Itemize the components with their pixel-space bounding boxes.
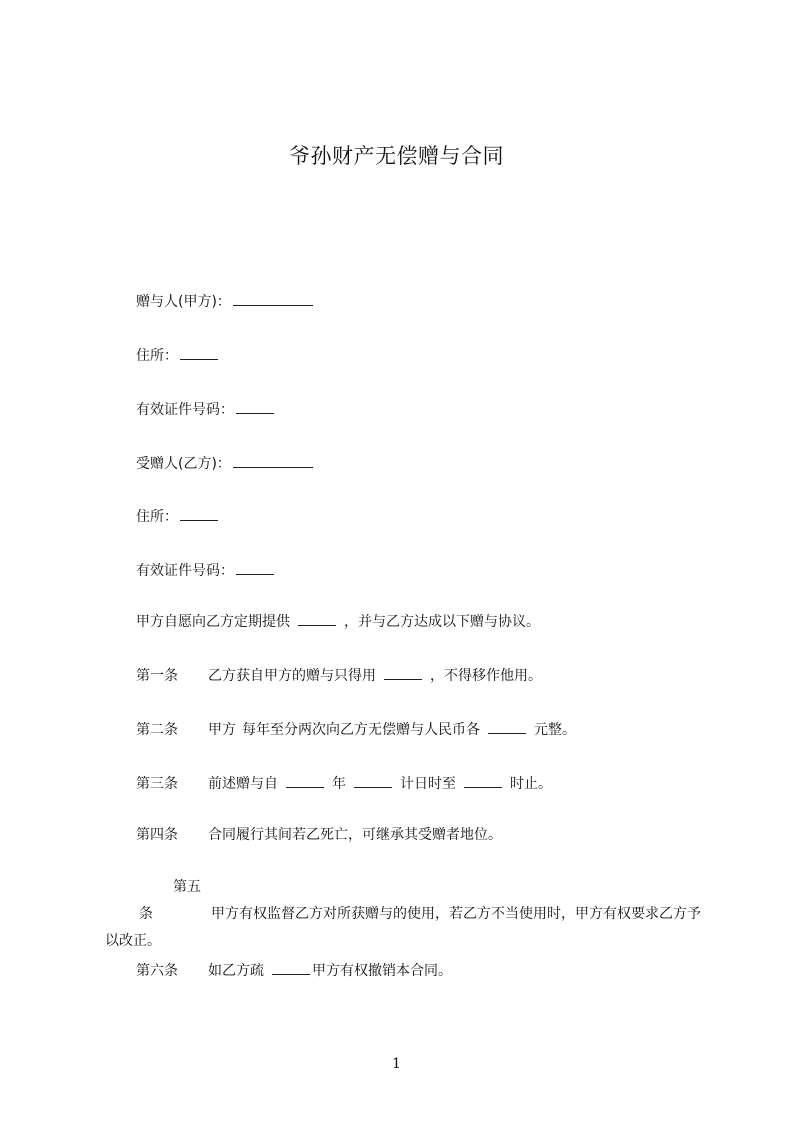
- intro-text-a: 甲方自愿向乙方定期提供: [136, 614, 290, 630]
- article-2-text-c: 元整。: [534, 722, 576, 738]
- donor-label: 赠与人(甲方)：: [136, 294, 231, 310]
- donor-address-label: 住所：: [136, 348, 178, 364]
- article-1-blank[interactable]: [384, 664, 422, 680]
- donor-address-blank[interactable]: [180, 344, 218, 360]
- page-number: 1: [392, 1056, 401, 1072]
- article-3-label: 第三条: [136, 776, 178, 792]
- article-3-blank-2[interactable]: [354, 772, 392, 788]
- article-6-blank[interactable]: [272, 959, 310, 975]
- donor-id-label: 有效证件号码：: [136, 402, 234, 418]
- article-6-text-a: 如乙方疏: [208, 963, 264, 979]
- article-6-label: 第六条: [136, 963, 178, 979]
- article-2-blank[interactable]: [488, 718, 526, 734]
- article-3-text-d: 时止。: [510, 776, 552, 792]
- donee-label: 受赠人(乙方)：: [136, 456, 231, 472]
- article-3-text-b: 年: [332, 776, 346, 792]
- donee-address-label: 住所：: [136, 509, 178, 525]
- article-5: [105, 874, 705, 955]
- donee-id-line: [136, 559, 276, 581]
- intro-text-b: ，并与乙方达成以下赠与协议。: [344, 614, 540, 630]
- donee-line: [136, 452, 315, 474]
- article-3-blank-3[interactable]: [464, 772, 502, 788]
- article-1-label: 第一条: [136, 668, 178, 684]
- donor-blank[interactable]: [233, 290, 313, 306]
- article-3-text-c: 计日时至: [400, 776, 456, 792]
- article-4: [136, 825, 502, 845]
- donee-address-line: [136, 505, 220, 527]
- article-1: [136, 664, 542, 686]
- article-5-text-a: 甲方有权监督乙方对所获赠与的使用，若乙方不当使用时，甲方有权要求乙方予以改正。: [105, 906, 701, 949]
- article-2-text-a: 甲方: [208, 722, 236, 738]
- article-1-text-b: ，不得移作他用。: [430, 668, 542, 684]
- article-2: [136, 718, 576, 740]
- donee-address-blank[interactable]: [180, 505, 218, 521]
- article-2-text-b: 每年至分两次向乙方无偿赠与人民币各: [242, 722, 480, 738]
- intro-blank[interactable]: [298, 610, 336, 626]
- donee-id-label: 有效证件号码：: [136, 563, 234, 579]
- article-4-text-a: 合同履行其间若乙死亡，可继承其受赠者地位。: [208, 827, 502, 843]
- donor-line: [136, 290, 315, 312]
- article-3-text-a: 前述赠与自: [208, 776, 278, 792]
- article-3-blank-1[interactable]: [286, 772, 324, 788]
- article-2-label: 第二条: [136, 722, 178, 738]
- article-3: [136, 772, 552, 794]
- donor-id-blank[interactable]: [236, 398, 274, 414]
- intro-line: [136, 610, 540, 632]
- donor-id-line: [136, 398, 276, 420]
- donee-id-blank[interactable]: [236, 559, 274, 575]
- document-title: 爷孙财产无偿赠与合同: [289, 144, 504, 168]
- article-4-label: 第四条: [136, 827, 178, 843]
- article-5-label: 第五条: [139, 879, 201, 922]
- article-6-text-b: 甲方有权撤销本合同。: [312, 963, 452, 979]
- article-6: [136, 959, 452, 981]
- donor-address-line: [136, 344, 220, 366]
- article-1-text-a: 乙方获自甲方的赠与只得用: [208, 668, 376, 684]
- donee-blank[interactable]: [233, 452, 313, 468]
